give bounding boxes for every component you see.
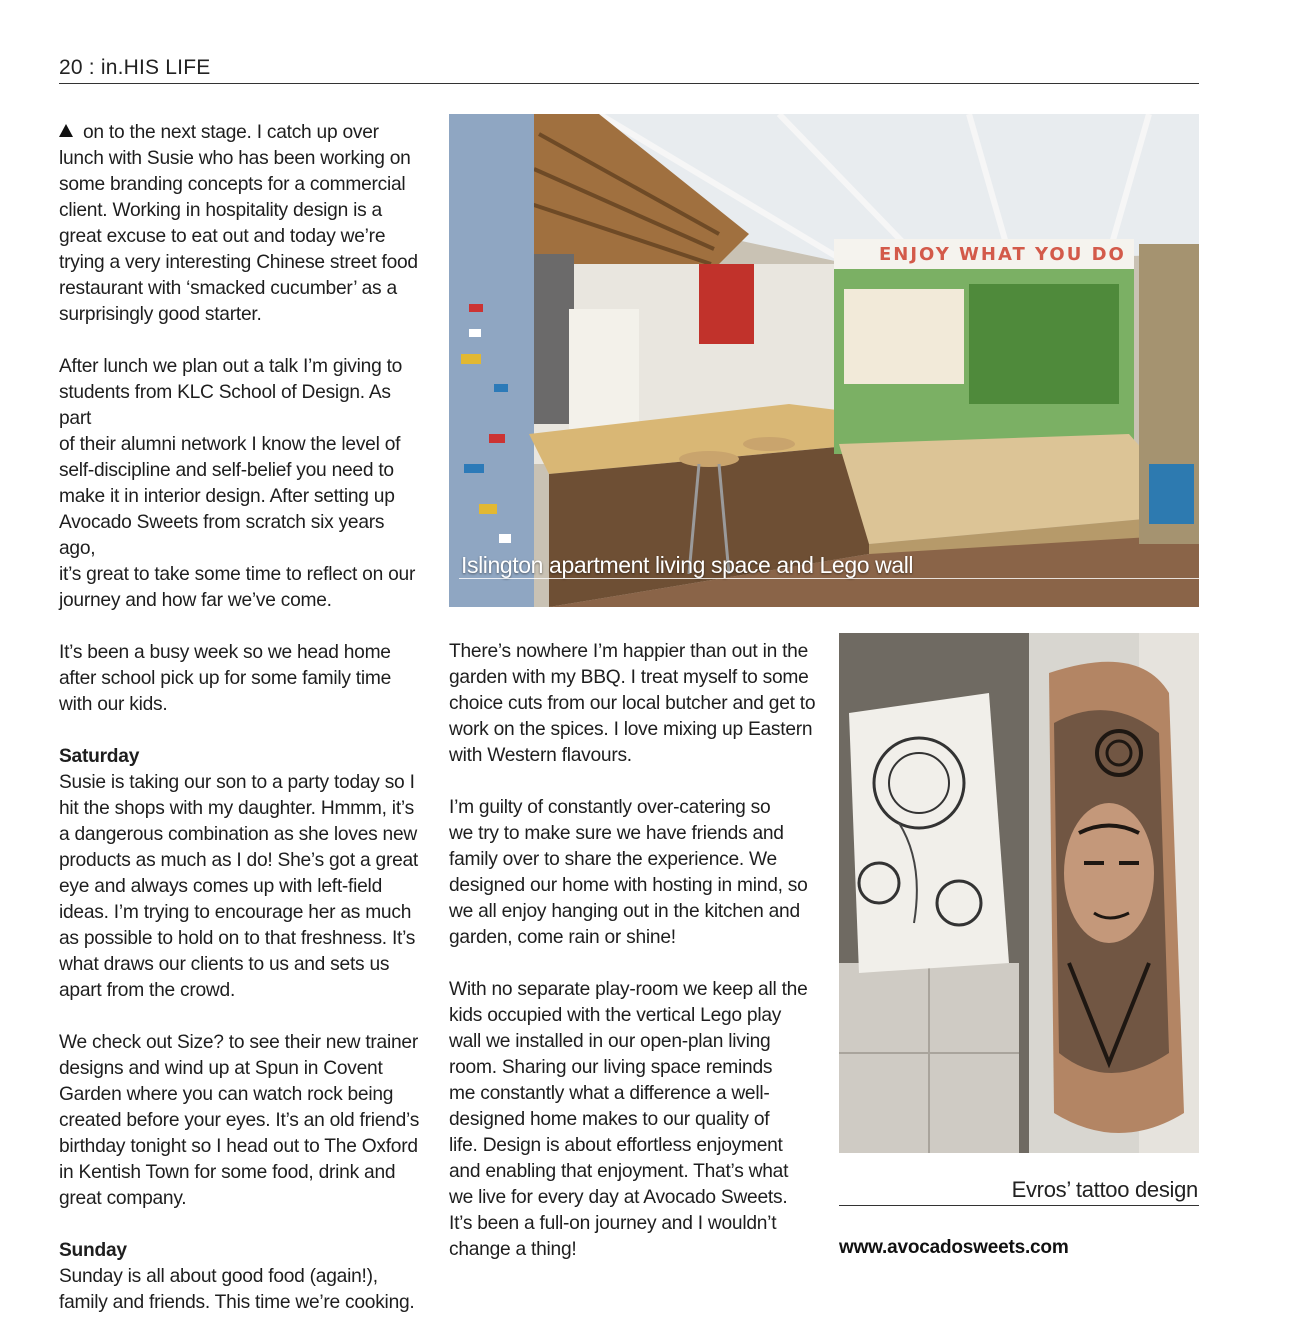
photo-caption: Islington apartment living space and Lego wall bbox=[461, 552, 914, 578]
section-heading-sunday: Sunday bbox=[59, 1240, 127, 1261]
enjoy-what-you-do-sign: ENJOY WHAT YOU DO bbox=[879, 244, 1126, 265]
continuation-triangle-icon bbox=[59, 124, 73, 137]
paragraph: Susie is taking our son to a party today so I hit the shops with my daughter. Hmmm, it’s a dangerous combination as she loves new products as much as I do! She’s got a great eye and always comes up with left-field ideas. I’m trying to encourage her as much as possible to hold on to that freshness. It’s what draws our clients to us and sets us apart from the crowd. bbox=[59, 772, 419, 1001]
article-column-left bbox=[59, 120, 424, 1342]
paragraph: I’m guilty of constantly over-catering so we try to make sure we have friends and family over to share the experience. We designed our home with hosting in mind, so we all enjoy hanging out in the kitchen and garden, come rain or shine! bbox=[449, 797, 808, 948]
caption-divider bbox=[459, 578, 1199, 579]
tattoo-caption: Evros’ tattoo design bbox=[1011, 1177, 1198, 1202]
paragraph: It’s been a busy week so we head home after school pick up for some family time with our kids. bbox=[59, 642, 392, 715]
paragraph-text: on to the next stage. I catch up over lunch with Susie who has been working on some branding concepts for a commercial client. Working in hospitality design is a great excuse to eat out and today we’re trying a very interesting Chinese street food restaurant with ‘smacked cucumber’ as a surprisingly good starter. bbox=[59, 122, 418, 325]
tattoo-photo-illustration bbox=[839, 633, 1199, 1153]
website-link[interactable]: www.avocadosweets.com bbox=[839, 1237, 1069, 1258]
paragraph: There’s nowhere I’m happier than out in the garden with my BBQ. I treat myself to some choice cuts from our local butcher and get to work on the spices. I love mixing up Eastern with Western flavours. bbox=[449, 641, 816, 766]
page-header bbox=[59, 54, 1199, 84]
paragraph: With no separate play-room we keep all the kids occupied with the vertical Lego play wall we installed in our open-plan living room. Sharing our living space reminds me constantly what a difference a well- designed home makes to our quality of life. Design is about effortless enjoyment and enabling that enjoyment. That’s what we live for every day at Avocado Sweets. It’s been a full-on journey and I wouldn’t change a thing! bbox=[449, 979, 808, 1260]
paragraph bbox=[59, 120, 424, 328]
paragraph: Sunday is all about good food (again!), family and friends. This time we’re cooking. bbox=[59, 1266, 415, 1313]
paragraph: We check out Size? to see their new trainer designs and wind up at Spun in Covent Garden where you can watch rock being created before your eyes. It’s an old friend’s birthday tonight so I head out to The Oxford in Kentish Town for some food, drink and great company. bbox=[59, 1032, 420, 1209]
kitchen-photo-illustration bbox=[449, 114, 1199, 607]
page-header-title: 20 : in.HIS LIFE bbox=[59, 56, 211, 79]
tattoo-photo bbox=[839, 633, 1199, 1153]
tattoo-caption-block bbox=[839, 1175, 1199, 1206]
kitchen-photo bbox=[449, 114, 1199, 607]
article-column-middle bbox=[449, 639, 819, 1289]
paragraph: After lunch we plan out a talk I’m giving to students from KLC School of Design. As part of their alumni network I know the level of self-discipline and self-belief you need to make it in interior design. After setting up Avocado Sweets from scratch six years ago, it’s great to take some time to reflect on our journey and how far we’ve come. bbox=[59, 356, 416, 611]
section-heading-saturday: Saturday bbox=[59, 746, 140, 767]
